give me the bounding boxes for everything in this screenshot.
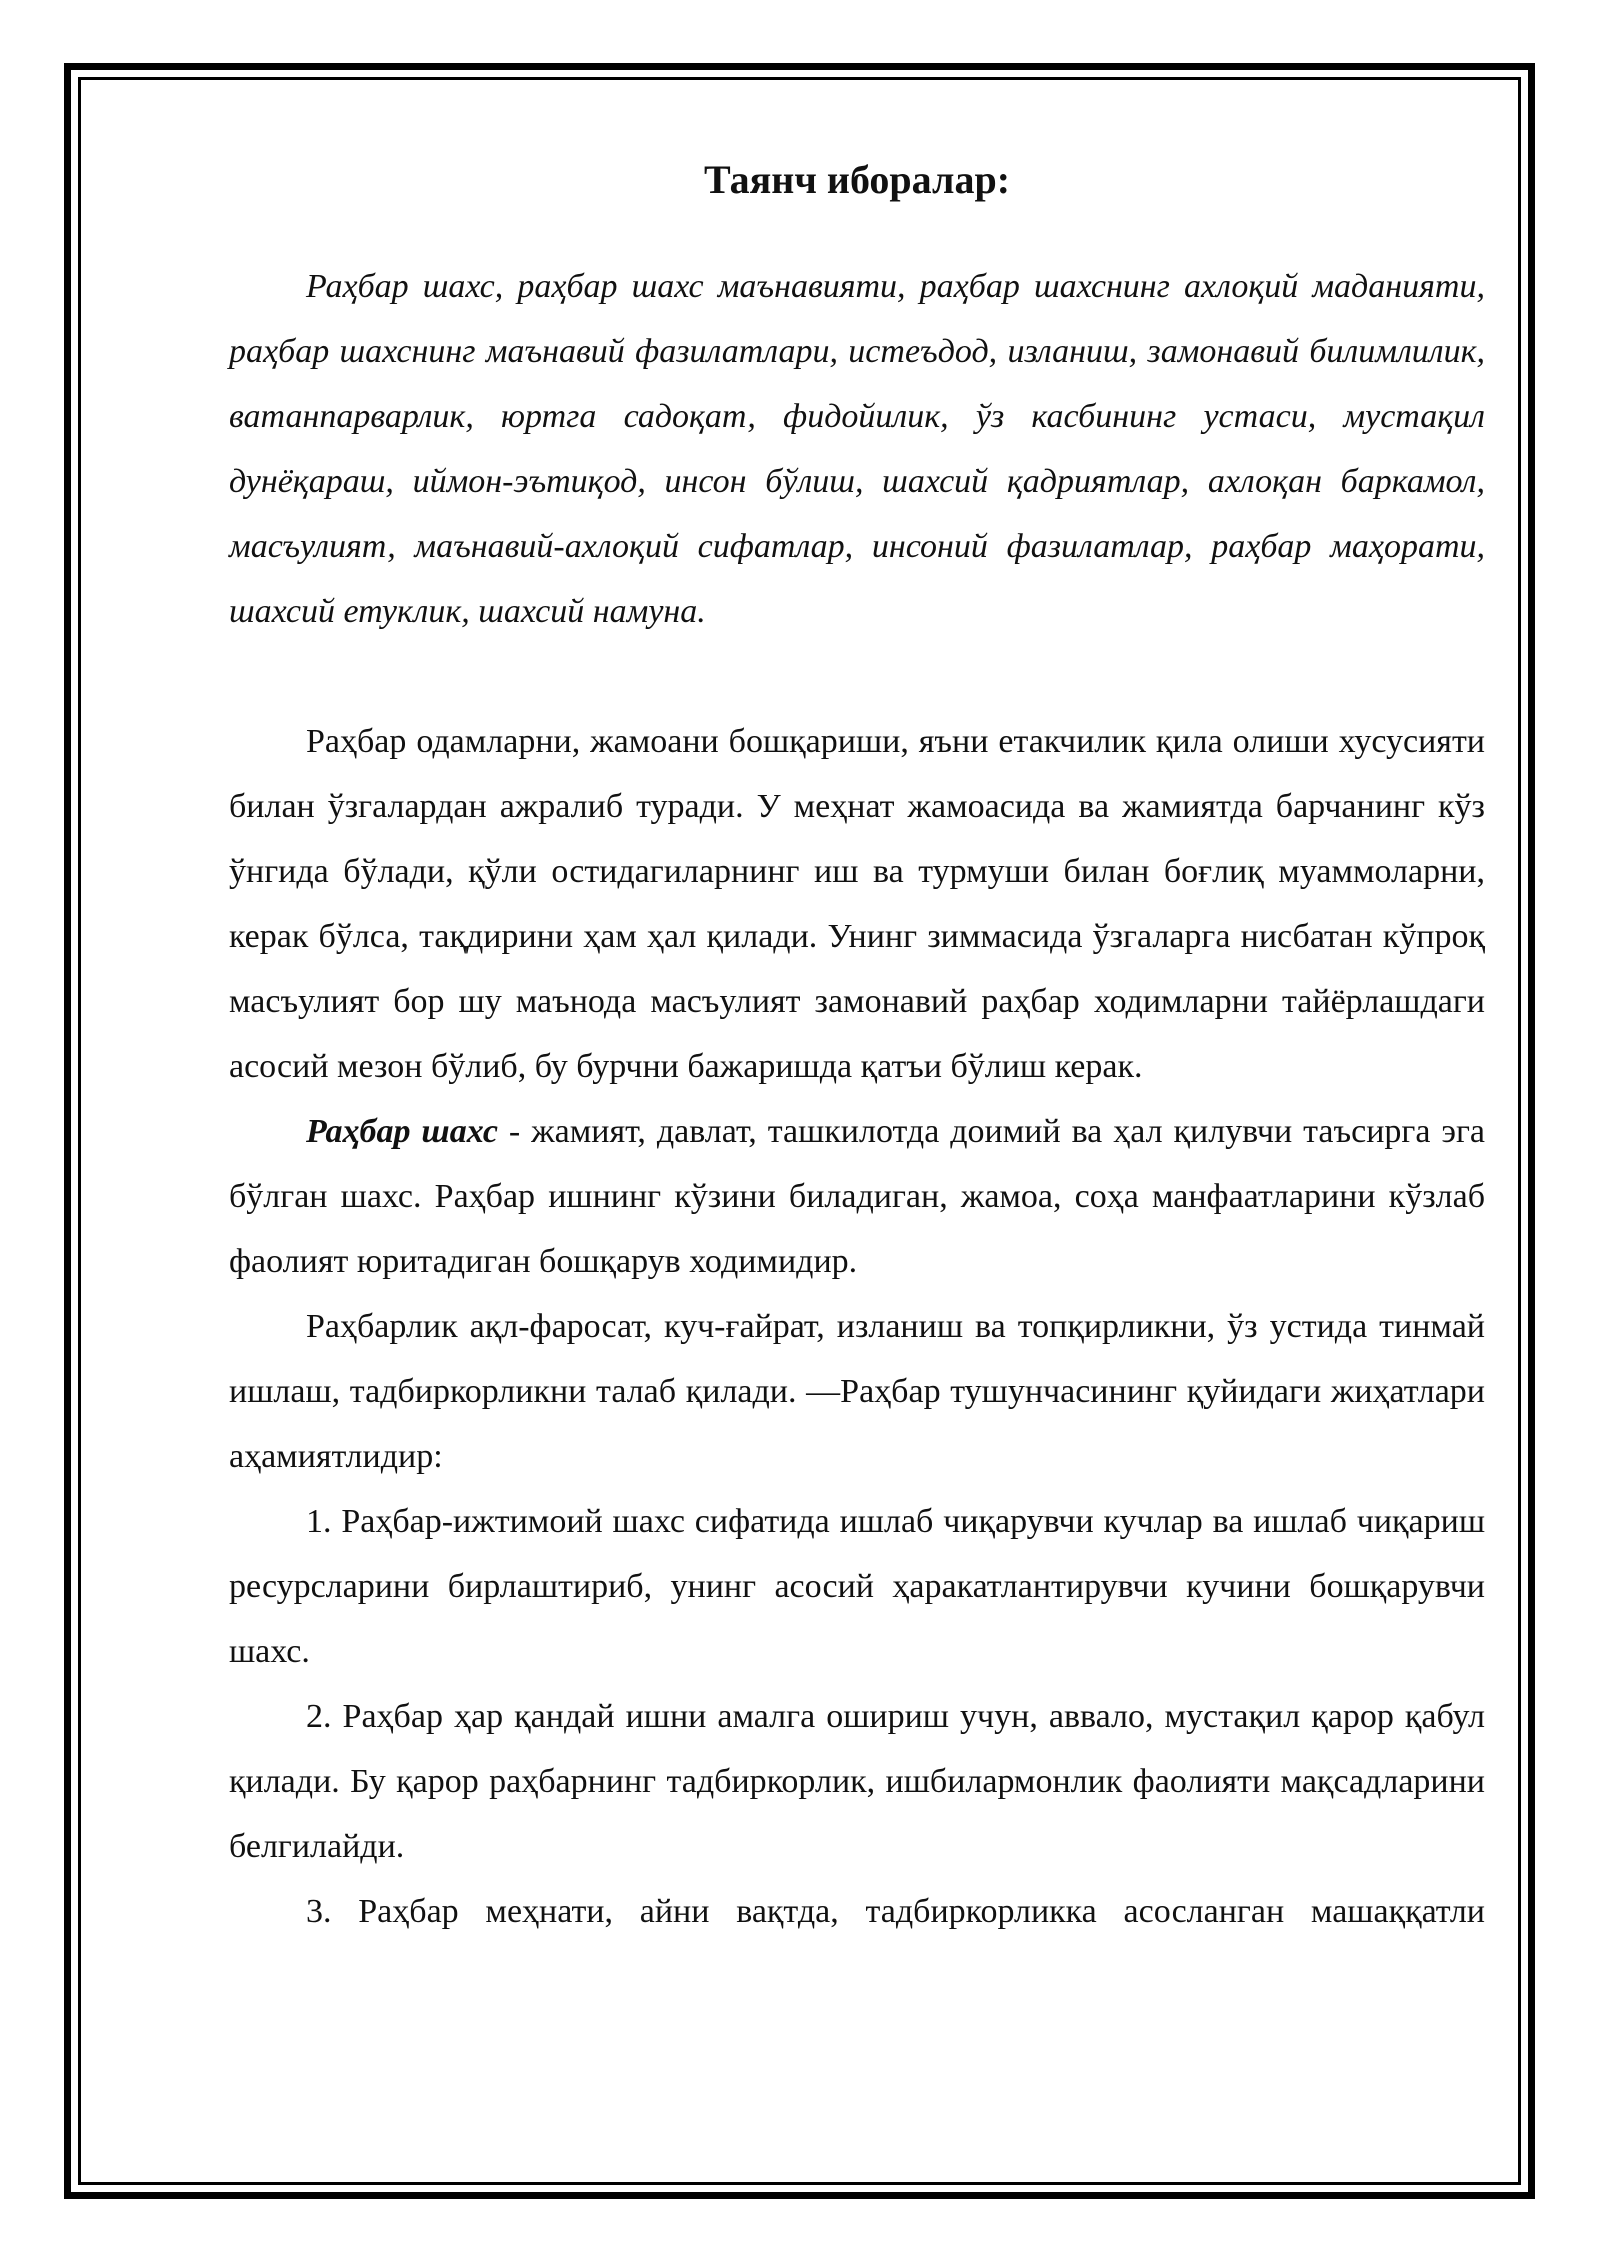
document-body <box>229 140 1485 1944</box>
paragraph-leadership-aspects: Раҳбарлик ақл-фаросат, куч-ғайрат, изланиш ва топқирликни, ўз устида тинмай ишлаш, тадбиркорликни талаб қилади. ―Раҳбар тушунчасининг қуйидаги жиҳатлари аҳамиятлидир: <box>229 1308 1485 1475</box>
term-leader-person: Раҳбар шахс <box>306 1113 498 1150</box>
paragraph-leader-person-text: - жамият, давлат, ташкилотда доимий ва ҳал қилувчи таъсирга эга бўлган шахс. Раҳбар ишнинг кўзини биладиган, жамоа, соҳа манфаатларини кўзлаб фаолият юритадиган бошқарув ходимидир. <box>229 1113 1485 1280</box>
paragraph-leader-person <box>229 1099 1485 1294</box>
list-item-1: 1. Раҳбар-ижтимоий шахс сифатида ишлаб чиқарувчи кучлар ва ишлаб чиқариш ресурсларини бирлаштириб, унинг асосий ҳаракатлантирувчи кучини бошқарувчи шахс. <box>229 1503 1485 1670</box>
paragraph-leader-definition: Раҳбар одамларни, жамоани бошқариши, яъни етакчилик қила олиши хусусияти билан ўзгалардан ажралиб туради. У меҳнат жамоасида ва жамиятда барчанинг кўз ўнгида бўлади, қўли остидагиларнинг иш ва турмуши билан боғлиқ муаммоларни, керак бўлса, тақдирини ҳам ҳал қилади. Унинг зиммасида ўзгаларга нисбатан кўпроқ масъулият бор шу маънода масъулият замонавий раҳбар ходимларни тайёрлашдаги асосий мезон бўлиб, бу бурчни бажаришда қатъи бўлиш керак. <box>229 723 1485 1085</box>
keywords-paragraph: Раҳбар шахс, раҳбар шахс маънавияти, раҳбар шахснинг ахлоқий маданияти, раҳбар шахснинг маънавий фазилатлари, истеъдод, изланиш, замонавий билимлилик, ватанпарварлик, юртга садоқат, фидойилик, ўз касбининг устаси, мустақил дунёқараш, иймон-эътиқод, инсон бўлиш, шахсий қадриятлар, ахлоқан баркамол, масъулият, маънавий-ахлоқий сифатлар, инсоний фазилатлар, раҳбар маҳорати, шахсий етуклик, шахсий намуна. <box>229 268 1485 630</box>
page-title: Таянч иборалар: <box>703 157 1011 202</box>
list-item-2: 2. Раҳбар ҳар қандай ишни амалга ошириш учун, аввало, мустақил қарор қабул қилади. Бу қарор раҳбарнинг тадбиркорлик, ишбилармонлик фаолияти мақсадларини белгилайди. <box>229 1698 1485 1865</box>
list-item-3: 3. Раҳбар меҳнати, айни вақтда, тадбиркорликка асосланган машаққатли <box>306 1893 1485 1930</box>
